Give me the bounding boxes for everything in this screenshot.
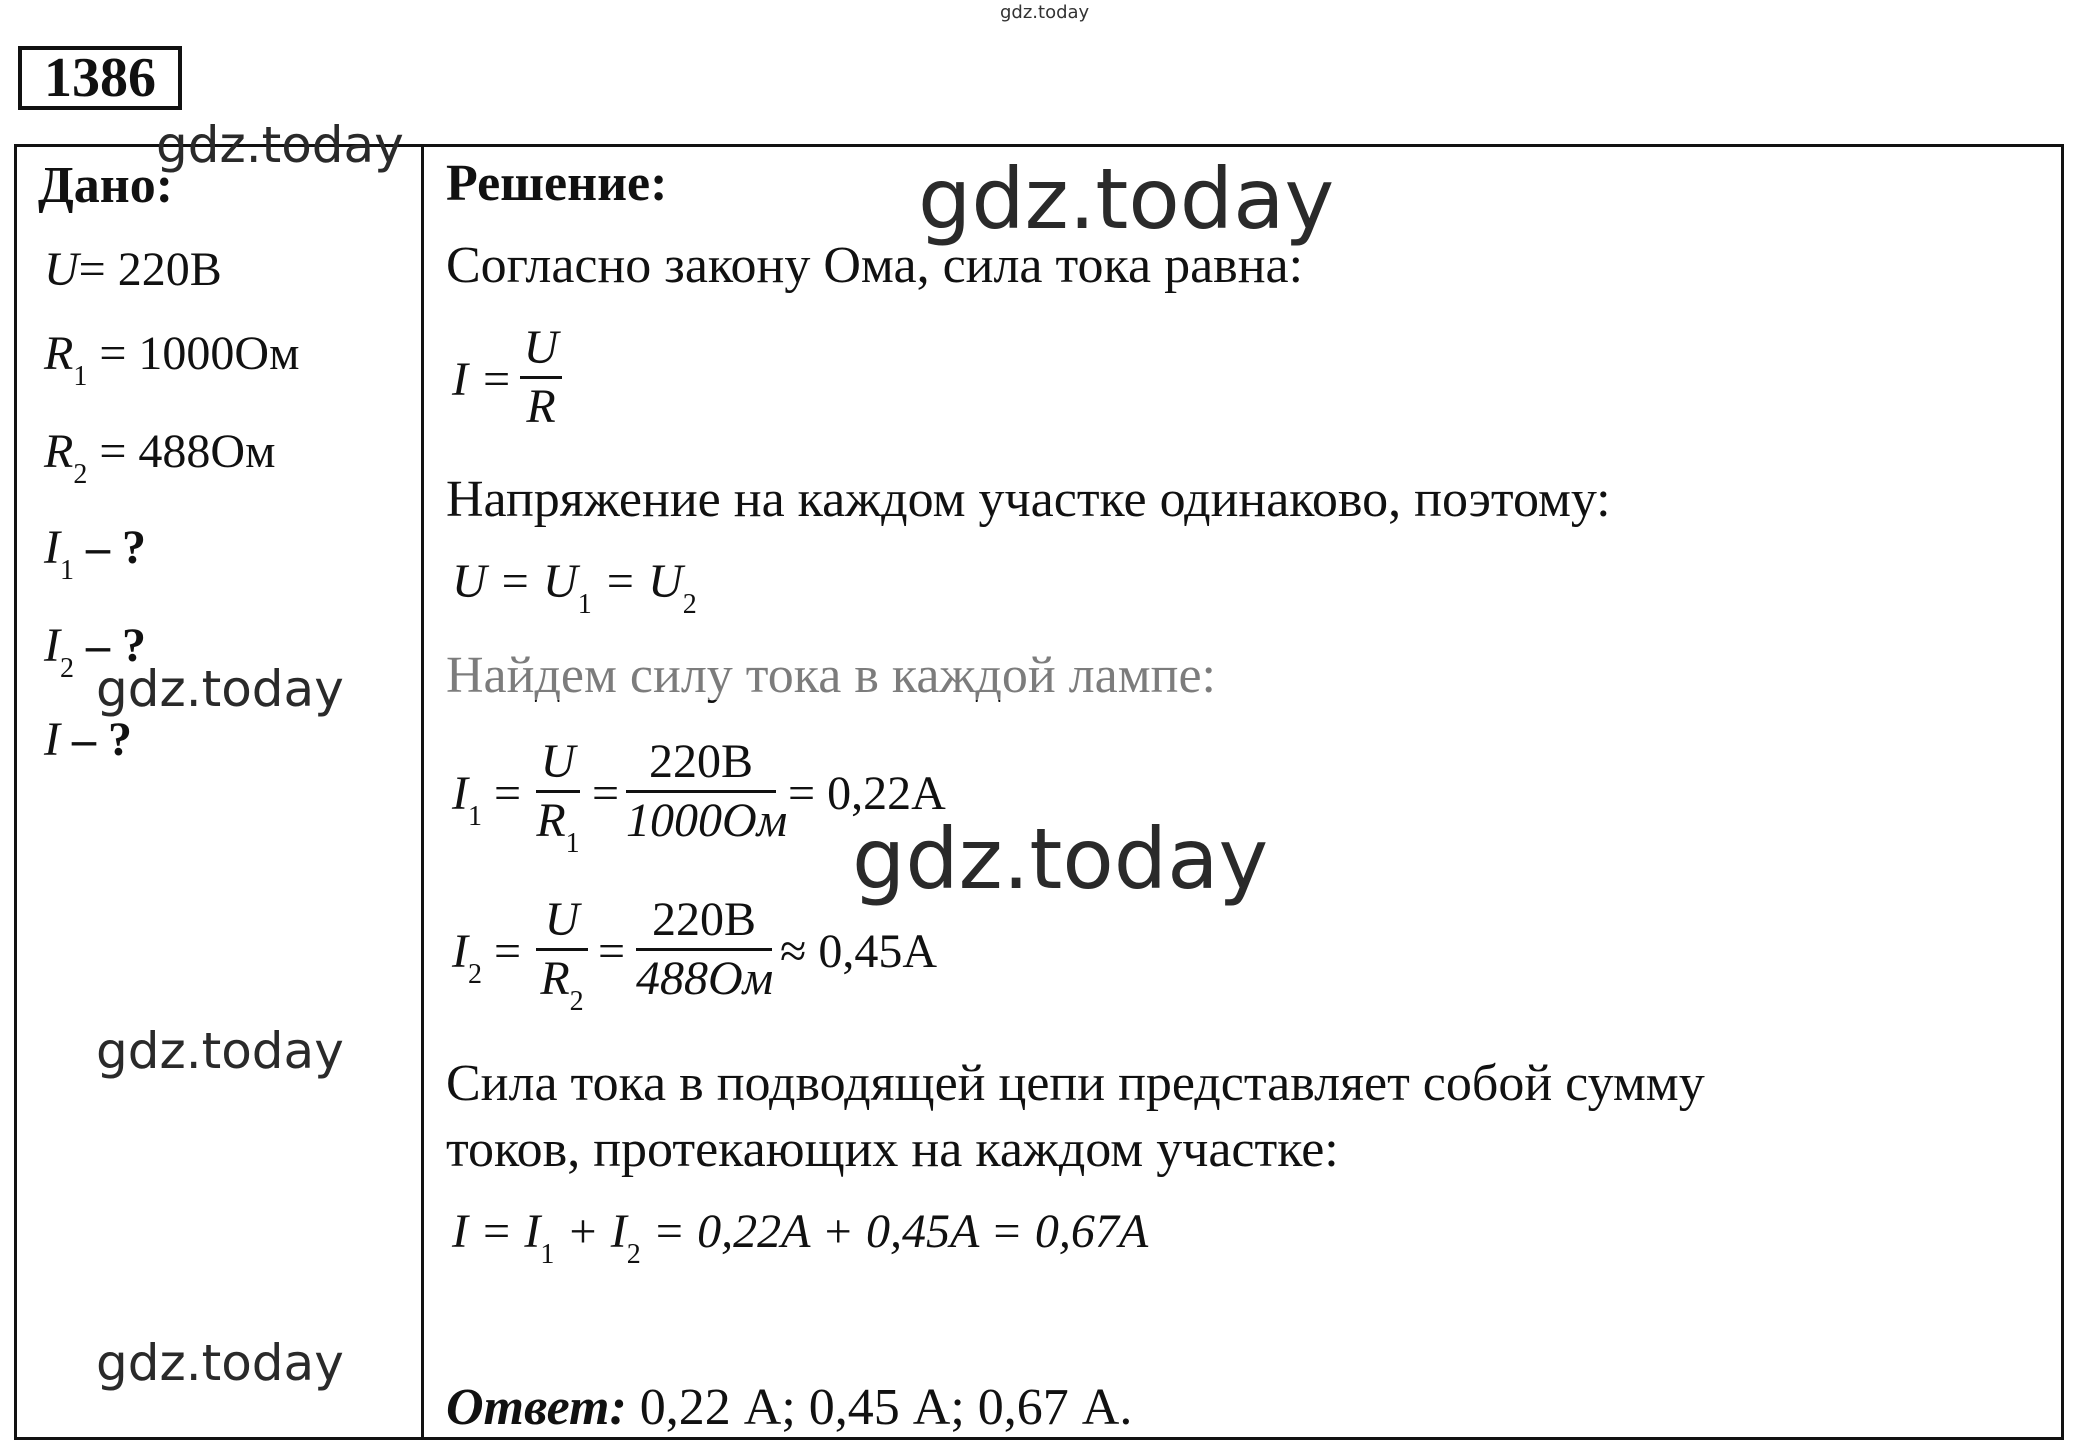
- eq5: [452, 1205, 1149, 1270]
- problem-number: 1386: [18, 46, 182, 110]
- eq2-part: U = U: [452, 555, 578, 608]
- watermark-given-top: gdz.today: [156, 116, 404, 174]
- watermark-given-lower: gdz.today: [96, 1022, 344, 1080]
- given-sub: 2: [73, 459, 88, 490]
- given-unknown: – ?: [71, 713, 132, 766]
- eq2-part: = U: [591, 555, 683, 608]
- solution-para-4a: Сила тока в подводящей цепи представляет собой сумму: [446, 1055, 1705, 1112]
- given-var: I: [44, 619, 60, 672]
- given-unknown: – ?: [85, 619, 146, 672]
- eq3-numerator-2: 220B: [648, 735, 753, 788]
- eq3-den-sub: 1: [565, 828, 580, 859]
- given-value: = 488Ом: [99, 425, 276, 478]
- eq2: [452, 555, 697, 620]
- given-line-r2: [44, 425, 276, 490]
- eq4-lhs: [452, 925, 522, 990]
- given-unknown: – ?: [85, 521, 146, 574]
- faded-overlay: [424, 640, 1324, 700]
- eq3-fraction-2: [626, 734, 788, 849]
- eq4-numerator-2: 220B: [651, 893, 756, 946]
- watermark-given-bottom: gdz.today: [96, 1334, 344, 1392]
- watermark-large-top: gdz.today: [918, 150, 1335, 248]
- eq4-result: ≈ 0,45A: [780, 925, 938, 978]
- eq4-den-sub: 2: [569, 986, 584, 1017]
- eq4-denominator-2: 488Ом: [636, 952, 774, 1005]
- given-sub: 1: [73, 361, 88, 392]
- eq3-denominator-1: R: [536, 794, 566, 847]
- given-line-i: [44, 713, 132, 766]
- eq5-part: + I: [554, 1205, 627, 1258]
- eq5-part: I = I: [452, 1205, 541, 1258]
- eq2-sub: 2: [682, 589, 697, 620]
- eq5-sub: 2: [626, 1239, 641, 1270]
- answer: [446, 1378, 1132, 1438]
- given-sub: 2: [59, 653, 74, 684]
- eq3-var: I: [452, 767, 468, 820]
- eq3-result: = 0,22A: [788, 767, 946, 820]
- given-sub: 1: [59, 555, 74, 586]
- eq3-fraction-1: [536, 734, 580, 859]
- eq3-lhs: [452, 767, 522, 832]
- eq1-fraction: [520, 320, 562, 435]
- given-var: I: [44, 713, 60, 766]
- eq3-denominator-2: 1000Ом: [626, 794, 788, 847]
- answer-text: 0,22 А; 0,45 А; 0,67 А.: [626, 1379, 1133, 1436]
- eq3-equals-2: =: [592, 767, 620, 820]
- solution-para-3: Найдем силу тока в каждой лампе:: [446, 647, 1216, 704]
- eq3-sub: 1: [467, 801, 482, 832]
- solution-para-4b: токов, протекающих на каждом участке:: [446, 1121, 1339, 1178]
- eq4-fraction-2: [636, 892, 772, 1007]
- eq1-denominator: R: [526, 380, 556, 433]
- given-line-i1: [44, 521, 146, 586]
- eq4-sub: 2: [467, 959, 482, 990]
- given-var: R: [44, 327, 74, 380]
- given-value: = 220B: [78, 243, 222, 296]
- eq1-numerator: U: [523, 321, 559, 374]
- eq4-numerator-1: U: [544, 893, 580, 946]
- eq4-equals: =: [493, 925, 522, 978]
- eq1-lhs: I =: [452, 353, 513, 406]
- eq3-numerator-1: U: [540, 735, 576, 788]
- eq4-fraction-1: [536, 892, 588, 1017]
- watermark-top: gdz.today: [1000, 2, 1090, 23]
- answer-label: Ответ:: [446, 1379, 627, 1436]
- given-var: R: [44, 425, 74, 478]
- eq3-equals: =: [493, 767, 522, 820]
- eq2-sub: 1: [577, 589, 592, 620]
- eq5-sub: 1: [540, 1239, 555, 1270]
- column-divider: [421, 144, 424, 1440]
- given-value: = 1000Ом: [99, 327, 300, 380]
- solution-heading: Решение:: [446, 155, 668, 212]
- given-heading: Дано:: [38, 157, 174, 214]
- solution-para-2: Напряжение на каждом участке одинаково, поэтому:: [446, 471, 1611, 528]
- solution-para-1: Согласно закону Ома, сила тока равна:: [446, 237, 1304, 294]
- watermark-given-middle: gdz.today: [96, 660, 344, 718]
- given-line-u: [44, 243, 222, 296]
- eq5-part: = 0,22A + 0,45A = 0,67A: [640, 1205, 1149, 1258]
- eq4-var: I: [452, 925, 468, 978]
- eq4-denominator-1: R: [540, 952, 570, 1005]
- given-line-r1: [44, 327, 300, 392]
- eq4-equals-2: =: [598, 925, 626, 978]
- given-var: I: [44, 521, 60, 574]
- watermark-large-middle: gdz.today: [852, 810, 1269, 908]
- given-var: U: [44, 243, 79, 296]
